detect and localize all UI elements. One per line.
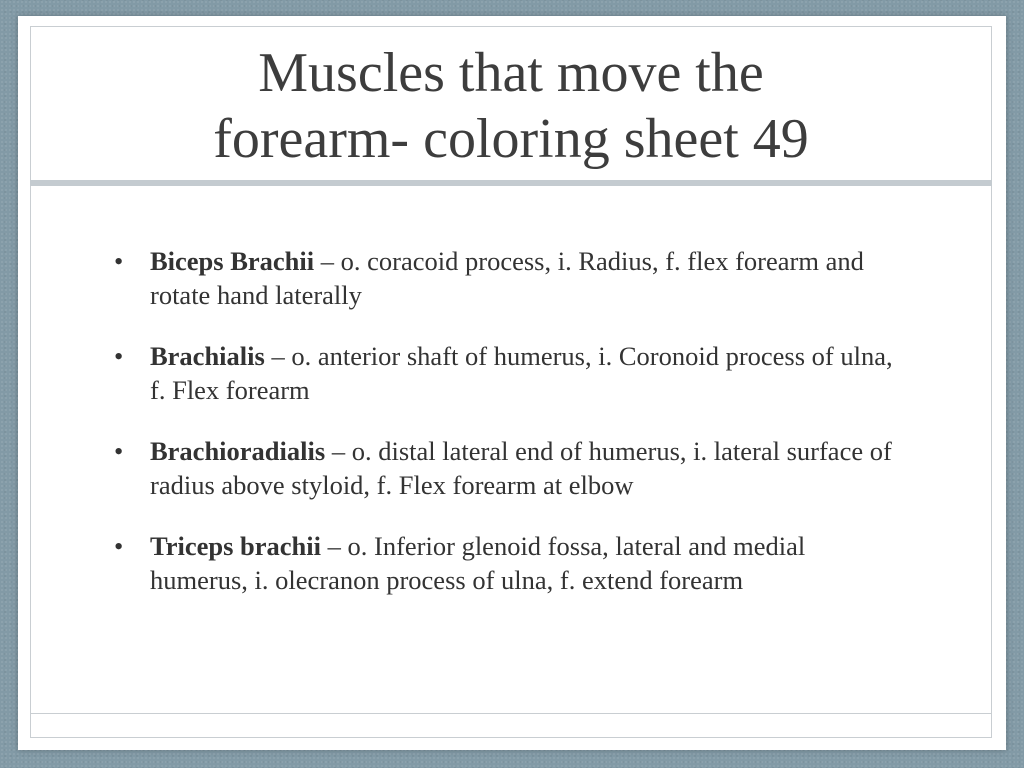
bullet-text: – o. anterior shaft of humerus, i. Coronoid process of ulna, f. Flex forearm [150, 341, 893, 405]
title-area [30, 26, 992, 186]
bullet-dot-icon: • [114, 246, 124, 276]
bullet-text: – o. distal lateral end of humerus, i. lateral surface of radius above styloid, f. Flex forearm at elbow [150, 436, 892, 500]
bullet-dot-icon: • [114, 531, 124, 561]
footer-divider [30, 713, 992, 714]
title-divider [30, 180, 992, 186]
slide [18, 16, 1006, 750]
bullet-term: Brachioradialis [150, 436, 326, 466]
bullet-term: Brachialis [150, 341, 265, 371]
slide-title-line-2: forearm- coloring sheet 49 [213, 108, 809, 170]
bullet-dot-icon: • [114, 436, 124, 466]
slide-title-line-1: Muscles that move the [258, 42, 764, 104]
bullet-item-brachioradialis [108, 434, 908, 502]
bullet-list [108, 244, 908, 624]
bullet-item-brachialis [108, 339, 908, 407]
bullet-term: Triceps brachii [150, 531, 322, 561]
bullet-term: Biceps Brachii [150, 246, 315, 276]
bullet-item-biceps-brachii [108, 244, 908, 312]
bullet-text: – o. coracoid process, i. Radius, f. flex forearm and rotate hand laterally [150, 246, 864, 310]
bullet-item-triceps-brachii [108, 529, 908, 597]
bullet-dot-icon: • [114, 341, 124, 371]
bullet-text: – o. Inferior glenoid fossa, lateral and medial humerus, i. olecranon process of ulna, f. extend forearm [150, 531, 806, 595]
slide-title [213, 40, 809, 172]
